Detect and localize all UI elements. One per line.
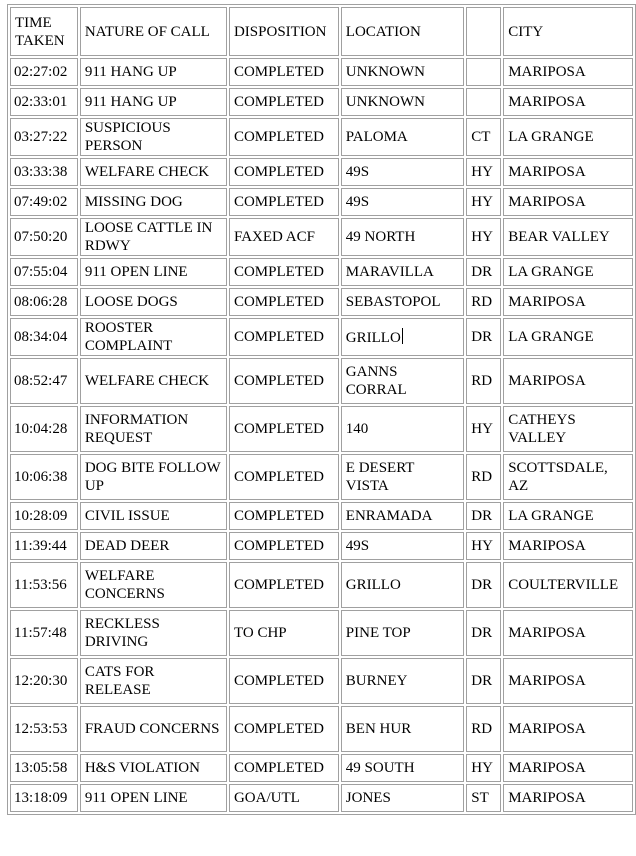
cell-time[interactable]: 13:05:58 bbox=[10, 754, 78, 782]
cell-disposition[interactable]: COMPLETED bbox=[229, 258, 339, 286]
cell-street-type[interactable]: ST bbox=[466, 784, 501, 812]
cell-city[interactable]: MARIPOSA bbox=[503, 706, 633, 752]
cell-time[interactable]: 08:52:47 bbox=[10, 358, 78, 404]
cell-street-type[interactable]: CT bbox=[466, 118, 501, 156]
cell-time[interactable]: 11:53:56 bbox=[10, 562, 78, 608]
cell-time[interactable]: 07:49:02 bbox=[10, 188, 78, 216]
cell-nature[interactable]: WELFARE CHECK bbox=[80, 358, 227, 404]
header-disposition: DISPOSITION bbox=[229, 7, 339, 56]
cell-street-type[interactable]: RD bbox=[466, 288, 501, 316]
cell-location[interactable]: 49 SOUTH bbox=[341, 754, 465, 782]
cell-time[interactable]: 03:33:38 bbox=[10, 158, 78, 186]
cell-disposition[interactable]: COMPLETED bbox=[229, 288, 339, 316]
cell-street-type[interactable]: HY bbox=[466, 754, 501, 782]
cell-city[interactable]: MARIPOSA bbox=[503, 610, 633, 656]
table-row bbox=[10, 754, 633, 782]
cell-street-type[interactable]: DR bbox=[466, 658, 501, 704]
cell-location[interactable]: UNKNOWN bbox=[341, 88, 465, 116]
cell-time[interactable]: 08:06:28 bbox=[10, 288, 78, 316]
table-row bbox=[10, 706, 633, 752]
table-row bbox=[10, 358, 633, 404]
cell-city[interactable]: MARIPOSA bbox=[503, 158, 633, 186]
cell-location[interactable]: 49S bbox=[341, 532, 465, 560]
table-row bbox=[10, 118, 633, 156]
cell-time[interactable]: 03:27:22 bbox=[10, 118, 78, 156]
cell-disposition[interactable]: COMPLETED bbox=[229, 706, 339, 752]
header-street-type bbox=[466, 7, 501, 56]
cell-street-type[interactable]: DR bbox=[466, 258, 501, 286]
cell-nature[interactable]: WELFARE CONCERNS bbox=[80, 562, 227, 608]
cell-location[interactable]: UNKNOWN bbox=[341, 58, 465, 86]
cell-location[interactable]: 49 NORTH bbox=[341, 218, 465, 256]
table-row bbox=[10, 562, 633, 608]
cell-location[interactable]: SEBASTOPOL bbox=[341, 288, 465, 316]
cell-location[interactable]: GRILLO bbox=[341, 562, 465, 608]
table-row bbox=[10, 784, 633, 812]
cell-nature[interactable]: ROOSTER COMPLAINT bbox=[80, 318, 227, 356]
cell-location[interactable]: PINE TOP bbox=[341, 610, 465, 656]
cell-nature[interactable]: CIVIL ISSUE bbox=[80, 502, 227, 530]
cell-city[interactable]: COULTERVILLE bbox=[503, 562, 633, 608]
cell-city[interactable]: MARIPOSA bbox=[503, 188, 633, 216]
cell-disposition[interactable]: COMPLETED bbox=[229, 188, 339, 216]
cell-street-type[interactable]: RD bbox=[466, 454, 501, 500]
cell-disposition[interactable]: COMPLETED bbox=[229, 318, 339, 356]
cell-location[interactable]: 49S bbox=[341, 158, 465, 186]
cell-location[interactable]: 49S bbox=[341, 188, 465, 216]
cell-street-type[interactable]: HY bbox=[466, 188, 501, 216]
cell-nature[interactable]: SUSPICIOUS PERSON bbox=[80, 118, 227, 156]
cell-disposition[interactable]: COMPLETED bbox=[229, 658, 339, 704]
cell-location[interactable]: BURNEY bbox=[341, 658, 465, 704]
header-location: LOCATION bbox=[341, 7, 465, 56]
cell-street-type[interactable]: HY bbox=[466, 158, 501, 186]
cell-city[interactable]: MARIPOSA bbox=[503, 58, 633, 86]
cell-disposition[interactable]: COMPLETED bbox=[229, 532, 339, 560]
cell-city[interactable]: CATHEYS VALLEY bbox=[503, 406, 633, 452]
header-time-taken: TIME TAKEN bbox=[10, 7, 78, 56]
table-row bbox=[10, 58, 633, 86]
cell-nature[interactable]: DOG BITE FOLLOW UP bbox=[80, 454, 227, 500]
cell-disposition[interactable]: COMPLETED bbox=[229, 88, 339, 116]
cell-time[interactable]: 11:39:44 bbox=[10, 532, 78, 560]
cell-time[interactable]: 10:04:28 bbox=[10, 406, 78, 452]
cell-street-type[interactable]: DR bbox=[466, 610, 501, 656]
cell-nature[interactable]: MISSING DOG bbox=[80, 188, 227, 216]
cell-disposition[interactable]: GOA/UTL bbox=[229, 784, 339, 812]
cell-location[interactable]: ENRAMADA bbox=[341, 502, 465, 530]
cell-location[interactable]: BEN HUR bbox=[341, 706, 465, 752]
text-cursor bbox=[402, 328, 403, 344]
table-row bbox=[10, 454, 633, 500]
cell-location[interactable]: GRILLO bbox=[341, 318, 465, 356]
cell-street-type[interactable] bbox=[466, 88, 501, 116]
cell-time[interactable]: 11:57:48 bbox=[10, 610, 78, 656]
table-row bbox=[10, 658, 633, 704]
cell-nature[interactable]: CATS FOR RELEASE bbox=[80, 658, 227, 704]
cell-street-type[interactable]: HY bbox=[466, 406, 501, 452]
cell-city[interactable]: BEAR VALLEY bbox=[503, 218, 633, 256]
cell-time[interactable]: 12:53:53 bbox=[10, 706, 78, 752]
cell-time[interactable]: 02:27:02 bbox=[10, 58, 78, 86]
cell-nature[interactable]: WELFARE CHECK bbox=[80, 158, 227, 186]
cell-nature[interactable]: RECKLESS DRIVING bbox=[80, 610, 227, 656]
cell-city[interactable]: LA GRANGE bbox=[503, 502, 633, 530]
cell-city[interactable]: LA GRANGE bbox=[503, 258, 633, 286]
cell-nature[interactable]: 911 OPEN LINE bbox=[80, 784, 227, 812]
cell-nature[interactable]: INFORMATION REQUEST bbox=[80, 406, 227, 452]
table-row bbox=[10, 502, 633, 530]
table-row bbox=[10, 188, 633, 216]
cell-disposition[interactable]: COMPLETED bbox=[229, 502, 339, 530]
cell-time[interactable]: 07:55:04 bbox=[10, 258, 78, 286]
cell-city[interactable]: SCOTTSDALE, AZ bbox=[503, 454, 633, 500]
cell-street-type[interactable] bbox=[466, 58, 501, 86]
cell-nature[interactable]: 911 HANG UP bbox=[80, 58, 227, 86]
header-city: CITY bbox=[503, 7, 633, 56]
cell-city[interactable]: MARIPOSA bbox=[503, 88, 633, 116]
table-row bbox=[10, 158, 633, 186]
header-row bbox=[10, 7, 633, 56]
cell-city[interactable]: MARIPOSA bbox=[503, 784, 633, 812]
cell-nature[interactable]: LOOSE DOGS bbox=[80, 288, 227, 316]
cell-time[interactable]: 10:06:38 bbox=[10, 454, 78, 500]
cell-time[interactable]: 10:28:09 bbox=[10, 502, 78, 530]
cell-nature[interactable]: 911 OPEN LINE bbox=[80, 258, 227, 286]
header-nature-of-call: NATURE OF CALL bbox=[80, 7, 227, 56]
cell-city[interactable]: LA GRANGE bbox=[503, 118, 633, 156]
table-row bbox=[10, 532, 633, 560]
table-row bbox=[10, 318, 633, 356]
cell-city[interactable]: MARIPOSA bbox=[503, 658, 633, 704]
cell-location[interactable]: 140 bbox=[341, 406, 465, 452]
table-row bbox=[10, 288, 633, 316]
cell-location[interactable]: MARAVILLA bbox=[341, 258, 465, 286]
cell-time[interactable]: 08:34:04 bbox=[10, 318, 78, 356]
cell-nature[interactable]: 911 HANG UP bbox=[80, 88, 227, 116]
cell-disposition[interactable]: COMPLETED bbox=[229, 358, 339, 404]
cell-time[interactable]: 12:20:30 bbox=[10, 658, 78, 704]
cell-street-type[interactable]: DR bbox=[466, 562, 501, 608]
cell-nature[interactable]: LOOSE CATTLE IN RDWY bbox=[80, 218, 227, 256]
cell-city[interactable]: MARIPOSA bbox=[503, 288, 633, 316]
cell-location[interactable]: JONES bbox=[341, 784, 465, 812]
table-row bbox=[10, 88, 633, 116]
cell-disposition[interactable]: COMPLETED bbox=[229, 454, 339, 500]
cell-street-type[interactable]: RD bbox=[466, 358, 501, 404]
cell-nature[interactable]: H&S VIOLATION bbox=[80, 754, 227, 782]
cell-nature[interactable]: DEAD DEER bbox=[80, 532, 227, 560]
cell-street-type[interactable]: RD bbox=[466, 706, 501, 752]
cell-city[interactable]: MARIPOSA bbox=[503, 532, 633, 560]
cell-disposition[interactable]: COMPLETED bbox=[229, 58, 339, 86]
cell-location[interactable]: PALOMA bbox=[341, 118, 465, 156]
table-row bbox=[10, 406, 633, 452]
cell-disposition[interactable]: COMPLETED bbox=[229, 118, 339, 156]
cell-street-type[interactable]: DR bbox=[466, 318, 501, 356]
cell-disposition[interactable]: COMPLETED bbox=[229, 406, 339, 452]
table-body bbox=[10, 58, 633, 812]
cell-location[interactable]: GANNS CORRAL bbox=[341, 358, 465, 404]
table-row bbox=[10, 258, 633, 286]
cell-city[interactable]: MARIPOSA bbox=[503, 358, 633, 404]
cell-street-type[interactable]: DR bbox=[466, 502, 501, 530]
table-row bbox=[10, 610, 633, 656]
cell-street-type[interactable]: HY bbox=[466, 218, 501, 256]
cell-disposition[interactable]: COMPLETED bbox=[229, 754, 339, 782]
cell-street-type[interactable]: HY bbox=[466, 532, 501, 560]
cell-disposition[interactable]: COMPLETED bbox=[229, 158, 339, 186]
call-log-table bbox=[7, 4, 636, 815]
cell-time[interactable]: 02:33:01 bbox=[10, 88, 78, 116]
cell-nature[interactable]: FRAUD CONCERNS bbox=[80, 706, 227, 752]
cell-time[interactable]: 07:50:20 bbox=[10, 218, 78, 256]
cell-disposition[interactable]: FAXED ACF bbox=[229, 218, 339, 256]
table-row bbox=[10, 218, 633, 256]
cell-city[interactable]: MARIPOSA bbox=[503, 754, 633, 782]
cell-location[interactable]: E DESERT VISTA bbox=[341, 454, 465, 500]
cell-city[interactable]: LA GRANGE bbox=[503, 318, 633, 356]
cell-disposition[interactable]: COMPLETED bbox=[229, 562, 339, 608]
cell-disposition[interactable]: TO CHP bbox=[229, 610, 339, 656]
cell-time[interactable]: 13:18:09 bbox=[10, 784, 78, 812]
